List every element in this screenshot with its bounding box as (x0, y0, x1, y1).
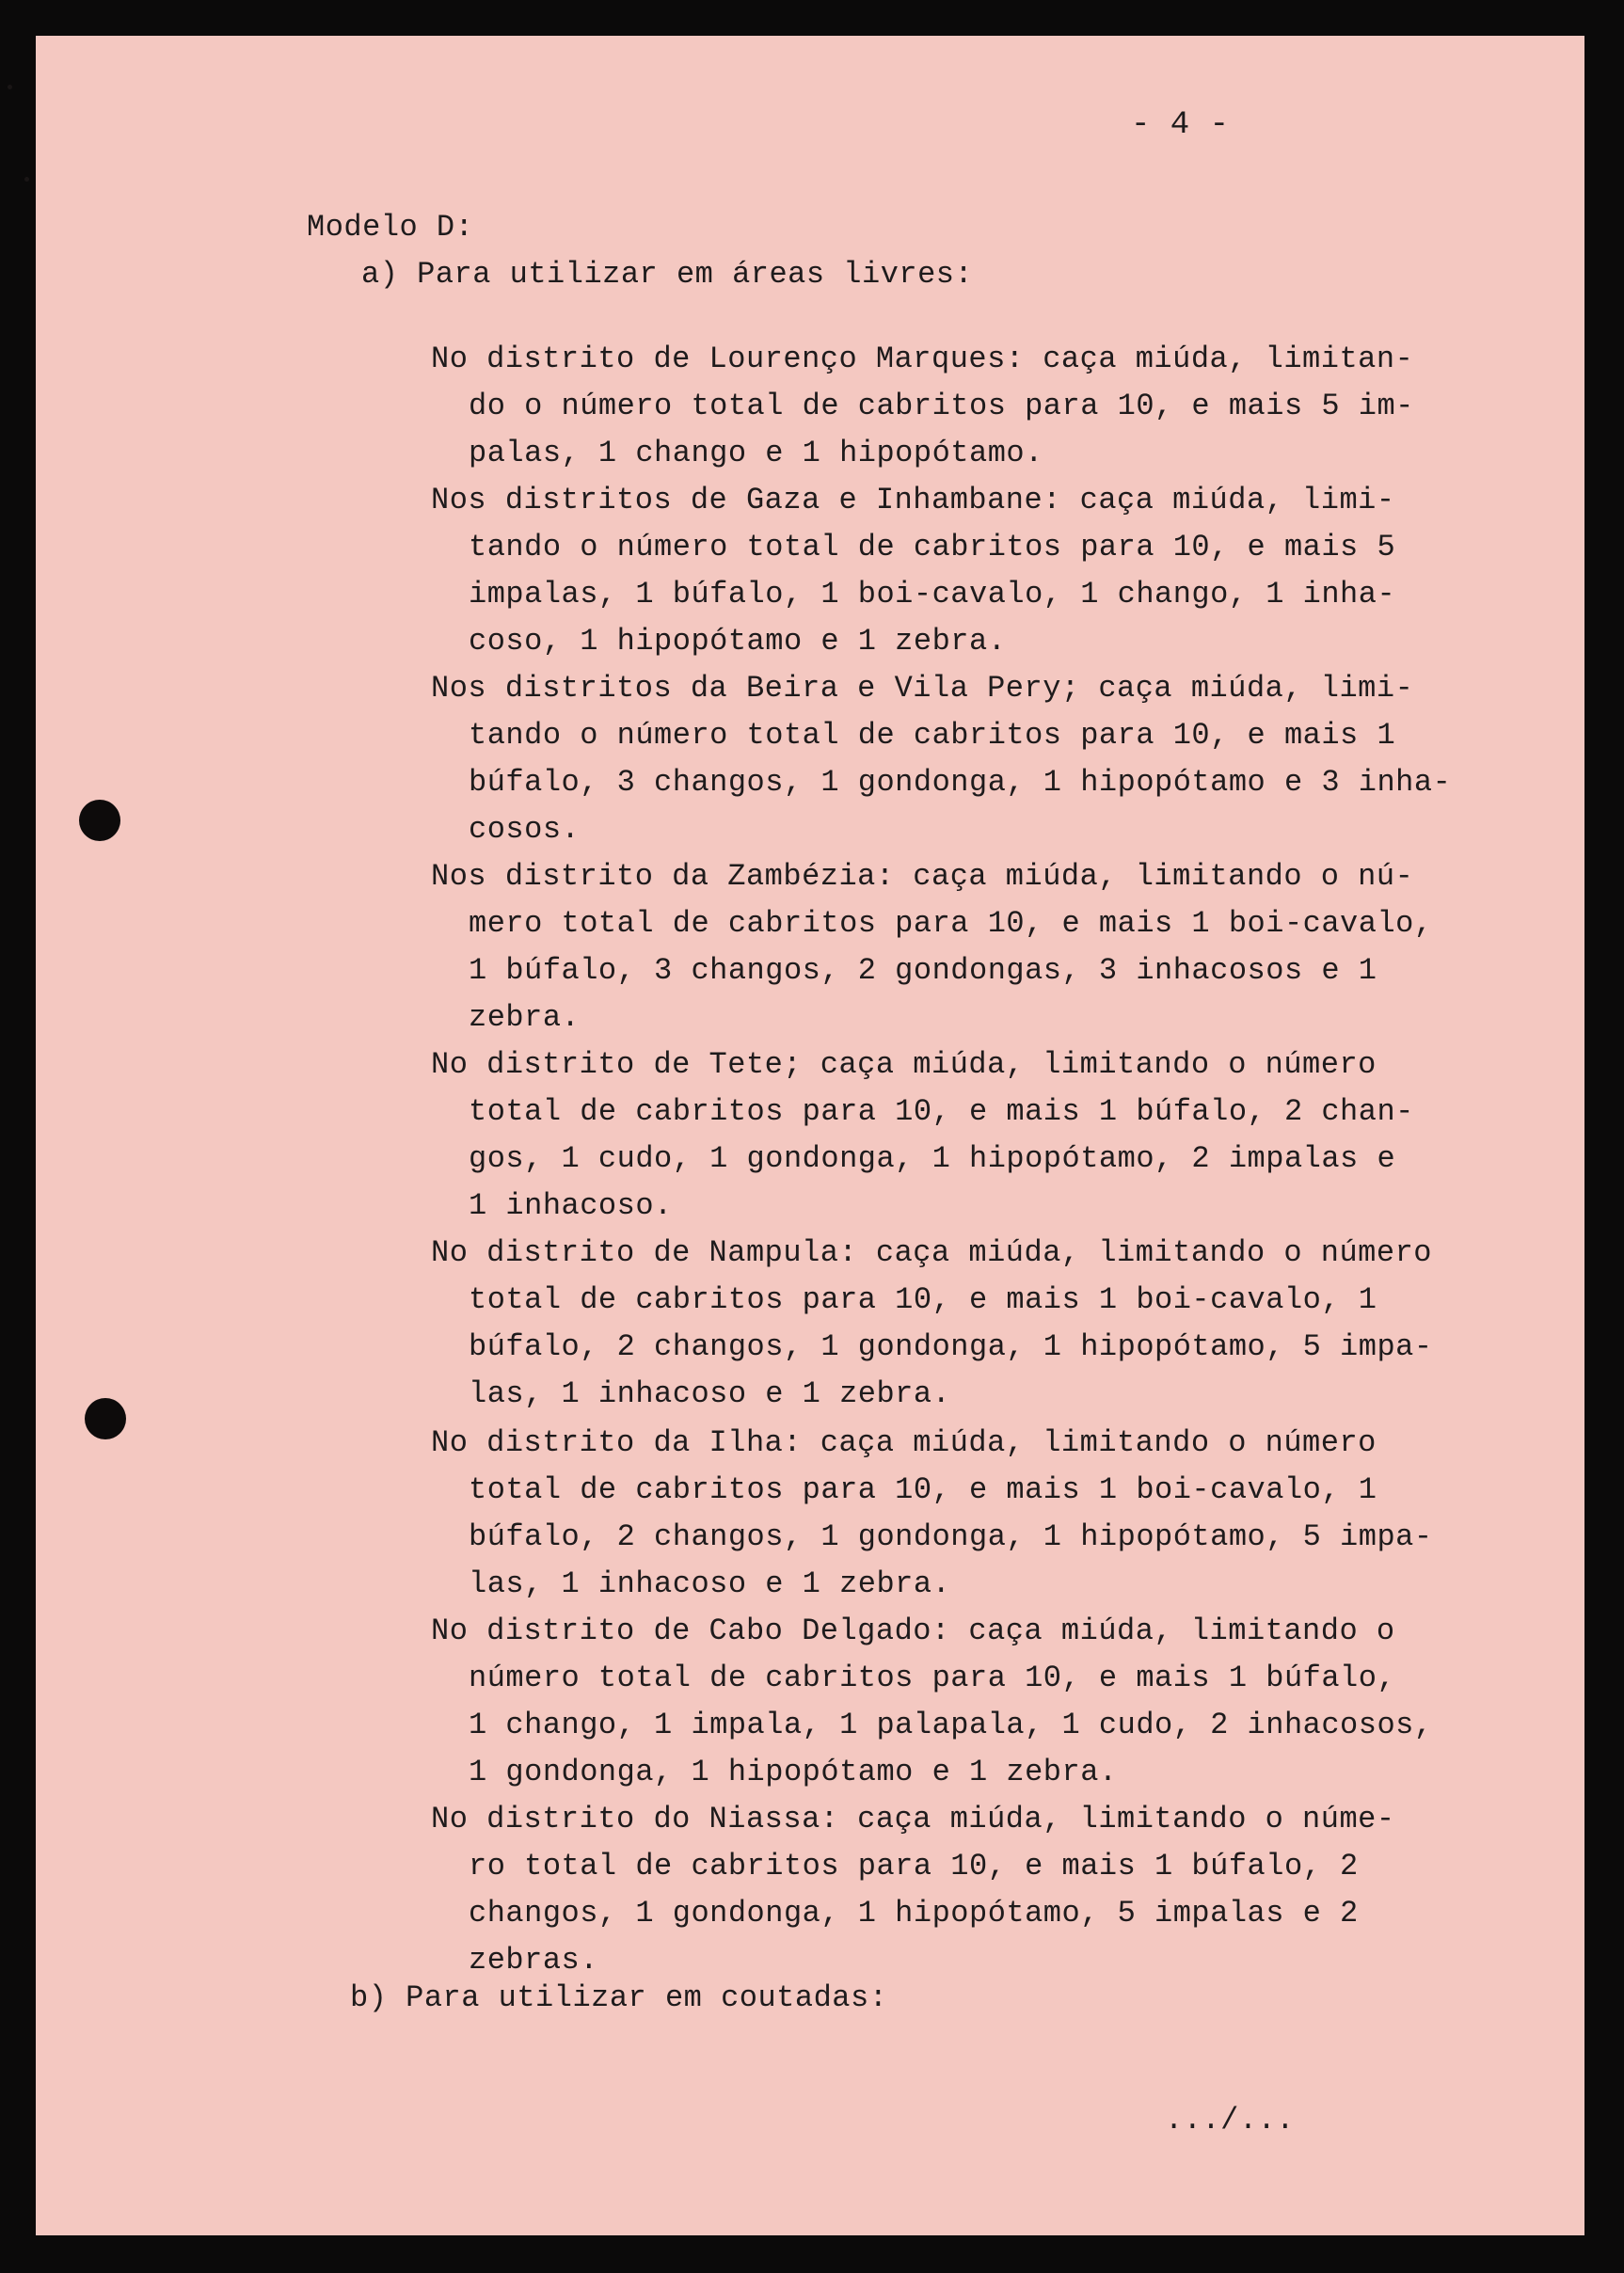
paragraph-line: No distrito de Nampula: caça miúda, limitando o número (431, 1235, 1432, 1270)
section-b-heading: b) Para utilizar em coutadas: (350, 1980, 888, 2015)
paragraph-line: tando o número total de cabritos para 10, e mais 1 (469, 718, 1396, 753)
paragraph-line: 1 gondonga, 1 hipopótamo e 1 zebra. (469, 1755, 1118, 1789)
paragraph-line: ro total de cabritos para 10, e mais 1 búfalo, 2 (469, 1849, 1359, 1884)
paragraph-line: zebras. (469, 1943, 598, 1978)
paragraph-line: do o número total de cabritos para 10, e mais 5 im- (469, 389, 1414, 423)
paragraph-line: búfalo, 2 changos, 1 gondonga, 1 hipopótamo, 5 impa- (469, 1329, 1433, 1364)
paragraph-line: No distrito de Lourenço Marques: caça miúda, limitan- (431, 342, 1414, 376)
paragraph-line: cosos. (469, 812, 581, 847)
paragraph-line: gos, 1 cudo, 1 gondonga, 1 hipopótamo, 2 impalas e (469, 1141, 1396, 1176)
paragraph-line: 1 chango, 1 impala, 1 palapala, 1 cudo, 2 inhacosos, (469, 1708, 1433, 1742)
punch-hole (79, 800, 120, 841)
paragraph-line: las, 1 inhacoso e 1 zebra. (469, 1566, 951, 1601)
paragraph-line: las, 1 inhacoso e 1 zebra. (469, 1376, 951, 1411)
paragraph-line: total de cabritos para 10, e mais 1 búfalo, 2 chan- (469, 1094, 1414, 1129)
paragraph-line: No distrito de Cabo Delgado: caça miúda, limitando o (431, 1613, 1395, 1648)
continuation-mark: .../... (1165, 2103, 1295, 2138)
document-page (36, 36, 1584, 2235)
paragraph-line: No distrito de Tete; caça miúda, limitando o número (431, 1047, 1377, 1082)
paragraph-line: No distrito do Niassa: caça miúda, limitando o núme- (431, 1802, 1395, 1836)
paragraph-line: tando o número total de cabritos para 10, e mais 5 (469, 530, 1396, 564)
paragraph-line: total de cabritos para 10, e mais 1 boi-cavalo, 1 (469, 1282, 1377, 1317)
paragraph-line: búfalo, 3 changos, 1 gondonga, 1 hipopótamo e 3 inha- (469, 765, 1452, 800)
paragraph-line: Nos distritos da Beira e Vila Pery; caça miúda, limi- (431, 671, 1414, 706)
page-number: - 4 - (1131, 107, 1230, 143)
paragraph-line: 1 inhacoso. (469, 1188, 673, 1223)
paper-speck (24, 177, 29, 182)
model-heading: Modelo D: (307, 210, 474, 245)
paragraph-line: impalas, 1 búfalo, 1 boi-cavalo, 1 chango, 1 inha- (469, 577, 1396, 612)
punch-hole (85, 1398, 126, 1439)
paper-speck (8, 85, 12, 89)
section-a-heading: a) Para utilizar em áreas livres: (361, 257, 974, 292)
paragraph-line: coso, 1 hipopótamo e 1 zebra. (469, 624, 1007, 659)
paragraph-line: número total de cabritos para 10, e mais 1 búfalo, (469, 1661, 1396, 1695)
paragraph-line: mero total de cabritos para 10, e mais 1 boi-cavalo, (469, 906, 1433, 941)
paragraph-line: palas, 1 chango e 1 hipopótamo. (469, 436, 1043, 470)
paragraph-line: total de cabritos para 10, e mais 1 boi-cavalo, 1 (469, 1472, 1377, 1507)
paragraph-line: changos, 1 gondonga, 1 hipopótamo, 5 impalas e 2 (469, 1896, 1359, 1931)
paragraph-line: No distrito da Ilha: caça miúda, limitando o número (431, 1425, 1377, 1460)
paragraph-line: Nos distritos de Gaza e Inhambane: caça miúda, limi- (431, 483, 1395, 517)
paragraph-line: zebra. (469, 1000, 581, 1035)
paragraph-line: Nos distrito da Zambézia: caça miúda, limitando o nú- (431, 859, 1414, 894)
paragraph-line: 1 búfalo, 3 changos, 2 gondongas, 3 inhacosos e 1 (469, 953, 1377, 988)
paragraph-line: búfalo, 2 changos, 1 gondonga, 1 hipopótamo, 5 impa- (469, 1519, 1433, 1554)
